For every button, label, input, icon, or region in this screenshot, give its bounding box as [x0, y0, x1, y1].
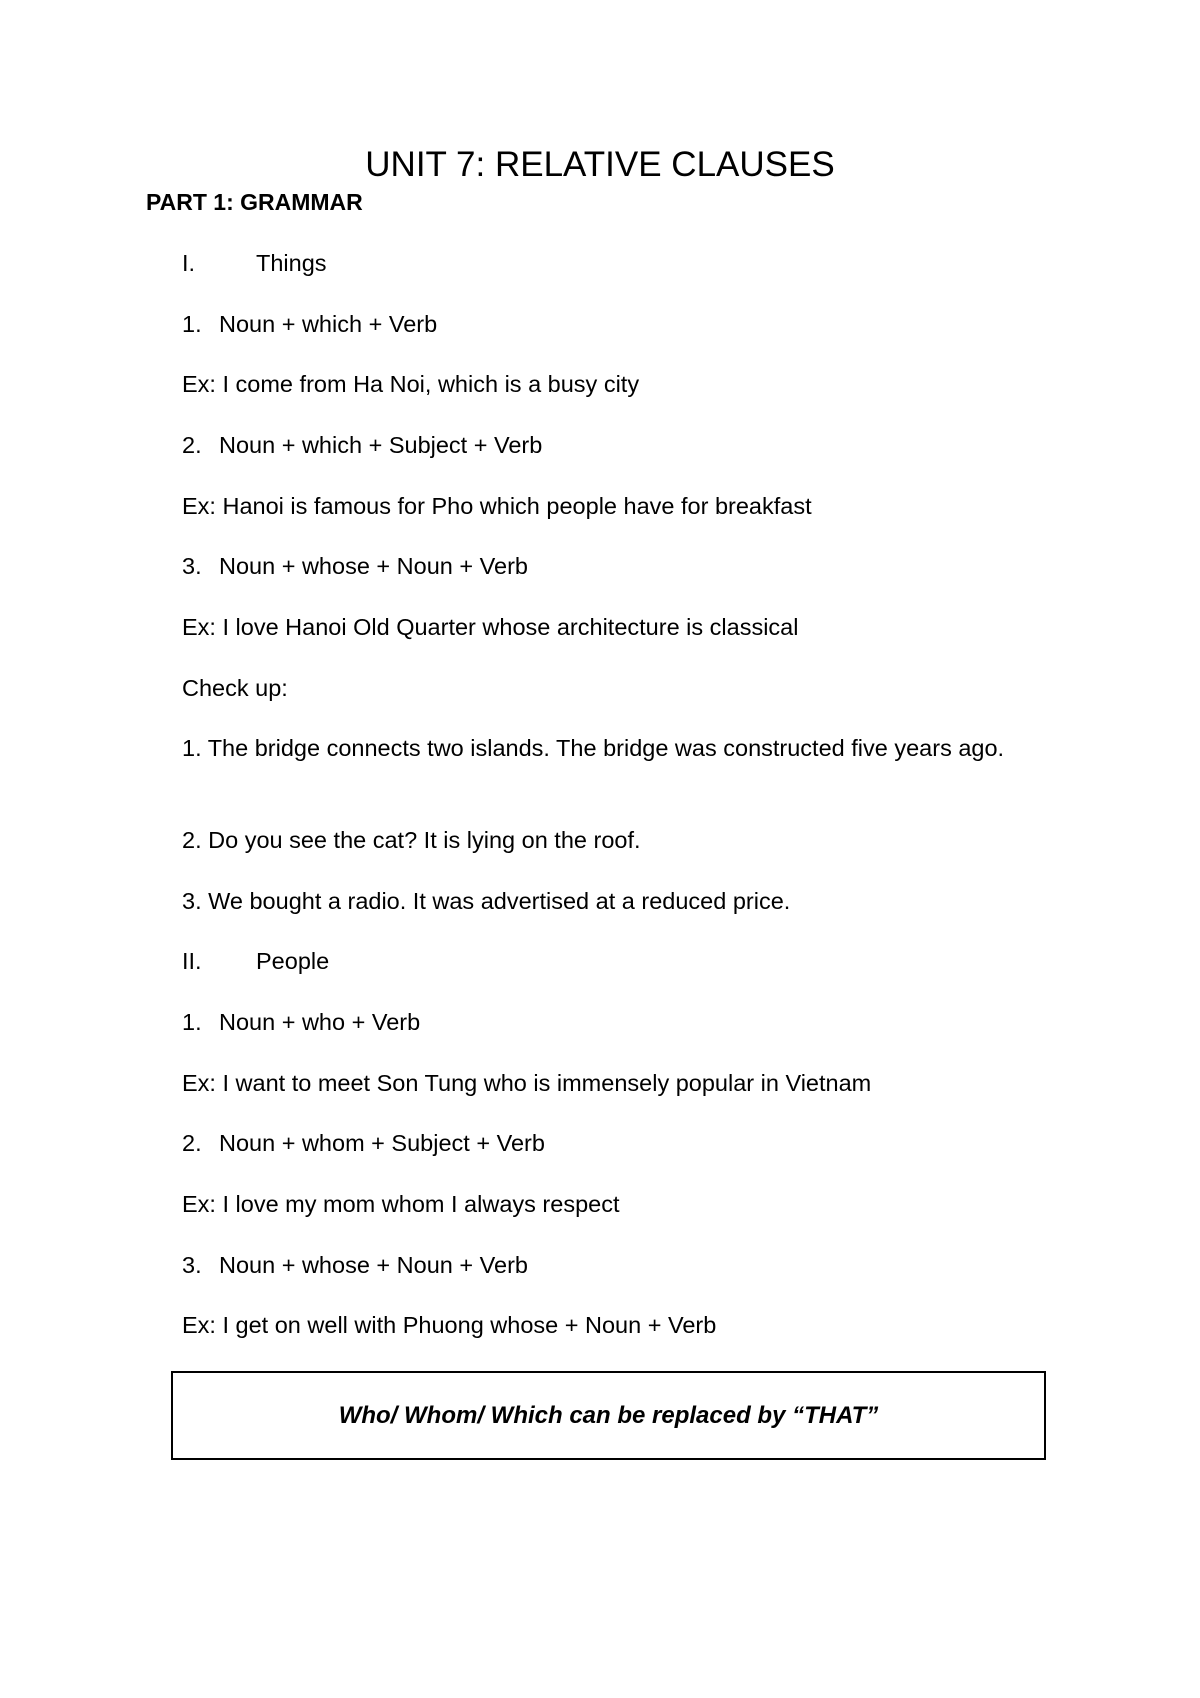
section-heading-people	[182, 946, 329, 976]
page-title: UNIT 7: RELATIVE CLAUSES	[365, 145, 835, 184]
checkup-label: Check up:	[182, 675, 288, 701]
rule-formula	[182, 1250, 528, 1280]
checkup-item: 3. We bought a radio. It was advertised at a reduced price.	[182, 888, 791, 914]
rule-example: Ex: Hanoi is famous for Pho which people have for breakfast	[182, 493, 812, 519]
rule-number: 2.	[182, 1130, 202, 1156]
rule-example: Ex: I get on well with Phuong whose + Noun + Verb	[182, 1312, 717, 1338]
section-title: People	[256, 948, 330, 974]
rule-formula	[182, 1007, 420, 1037]
section-number: II.	[182, 948, 202, 974]
rule-example: Ex: I love my mom whom I always respect	[182, 1191, 620, 1217]
rule-number: 1.	[182, 311, 202, 337]
rule-text: Noun + whose + Noun + Verb	[219, 1252, 528, 1278]
checkup-item: 1. The bridge connects two islands. The bridge was constructed five years ago.	[182, 735, 1005, 761]
rule-formula	[182, 309, 437, 339]
rule-example: Ex: I come from Ha Noi, which is a busy city	[182, 371, 640, 397]
section-number: I.	[182, 250, 196, 276]
rule-example: Ex: I want to meet Son Tung who is immensely popular in Vietnam	[182, 1070, 872, 1096]
rule-formula	[182, 430, 542, 460]
rule-formula	[182, 1128, 545, 1158]
rule-number: 3.	[182, 553, 202, 579]
rule-number: 2.	[182, 432, 202, 458]
checkup-item: 2. Do you see the cat? It is lying on the roof.	[182, 827, 641, 853]
rule-example: Ex: I love Hanoi Old Quarter whose architecture is classical	[182, 614, 799, 640]
rule-formula	[182, 551, 528, 581]
rule-text: Noun + whose + Noun + Verb	[219, 553, 528, 579]
rule-text: Noun + which + Verb	[219, 311, 438, 337]
rule-number: 1.	[182, 1009, 202, 1035]
rule-text: Noun + who + Verb	[219, 1009, 421, 1035]
rule-number: 3.	[182, 1252, 202, 1278]
rule-text: Noun + whom + Subject + Verb	[219, 1130, 545, 1156]
section-heading-things	[182, 248, 327, 278]
rule-text: Noun + which + Subject + Verb	[219, 432, 543, 458]
part-heading: PART 1: GRAMMAR	[146, 189, 363, 215]
note-text: Who/ Whom/ Which can be replaced by “THAT”	[338, 1401, 879, 1429]
section-title: Things	[256, 250, 327, 276]
note-box	[171, 1371, 1046, 1460]
